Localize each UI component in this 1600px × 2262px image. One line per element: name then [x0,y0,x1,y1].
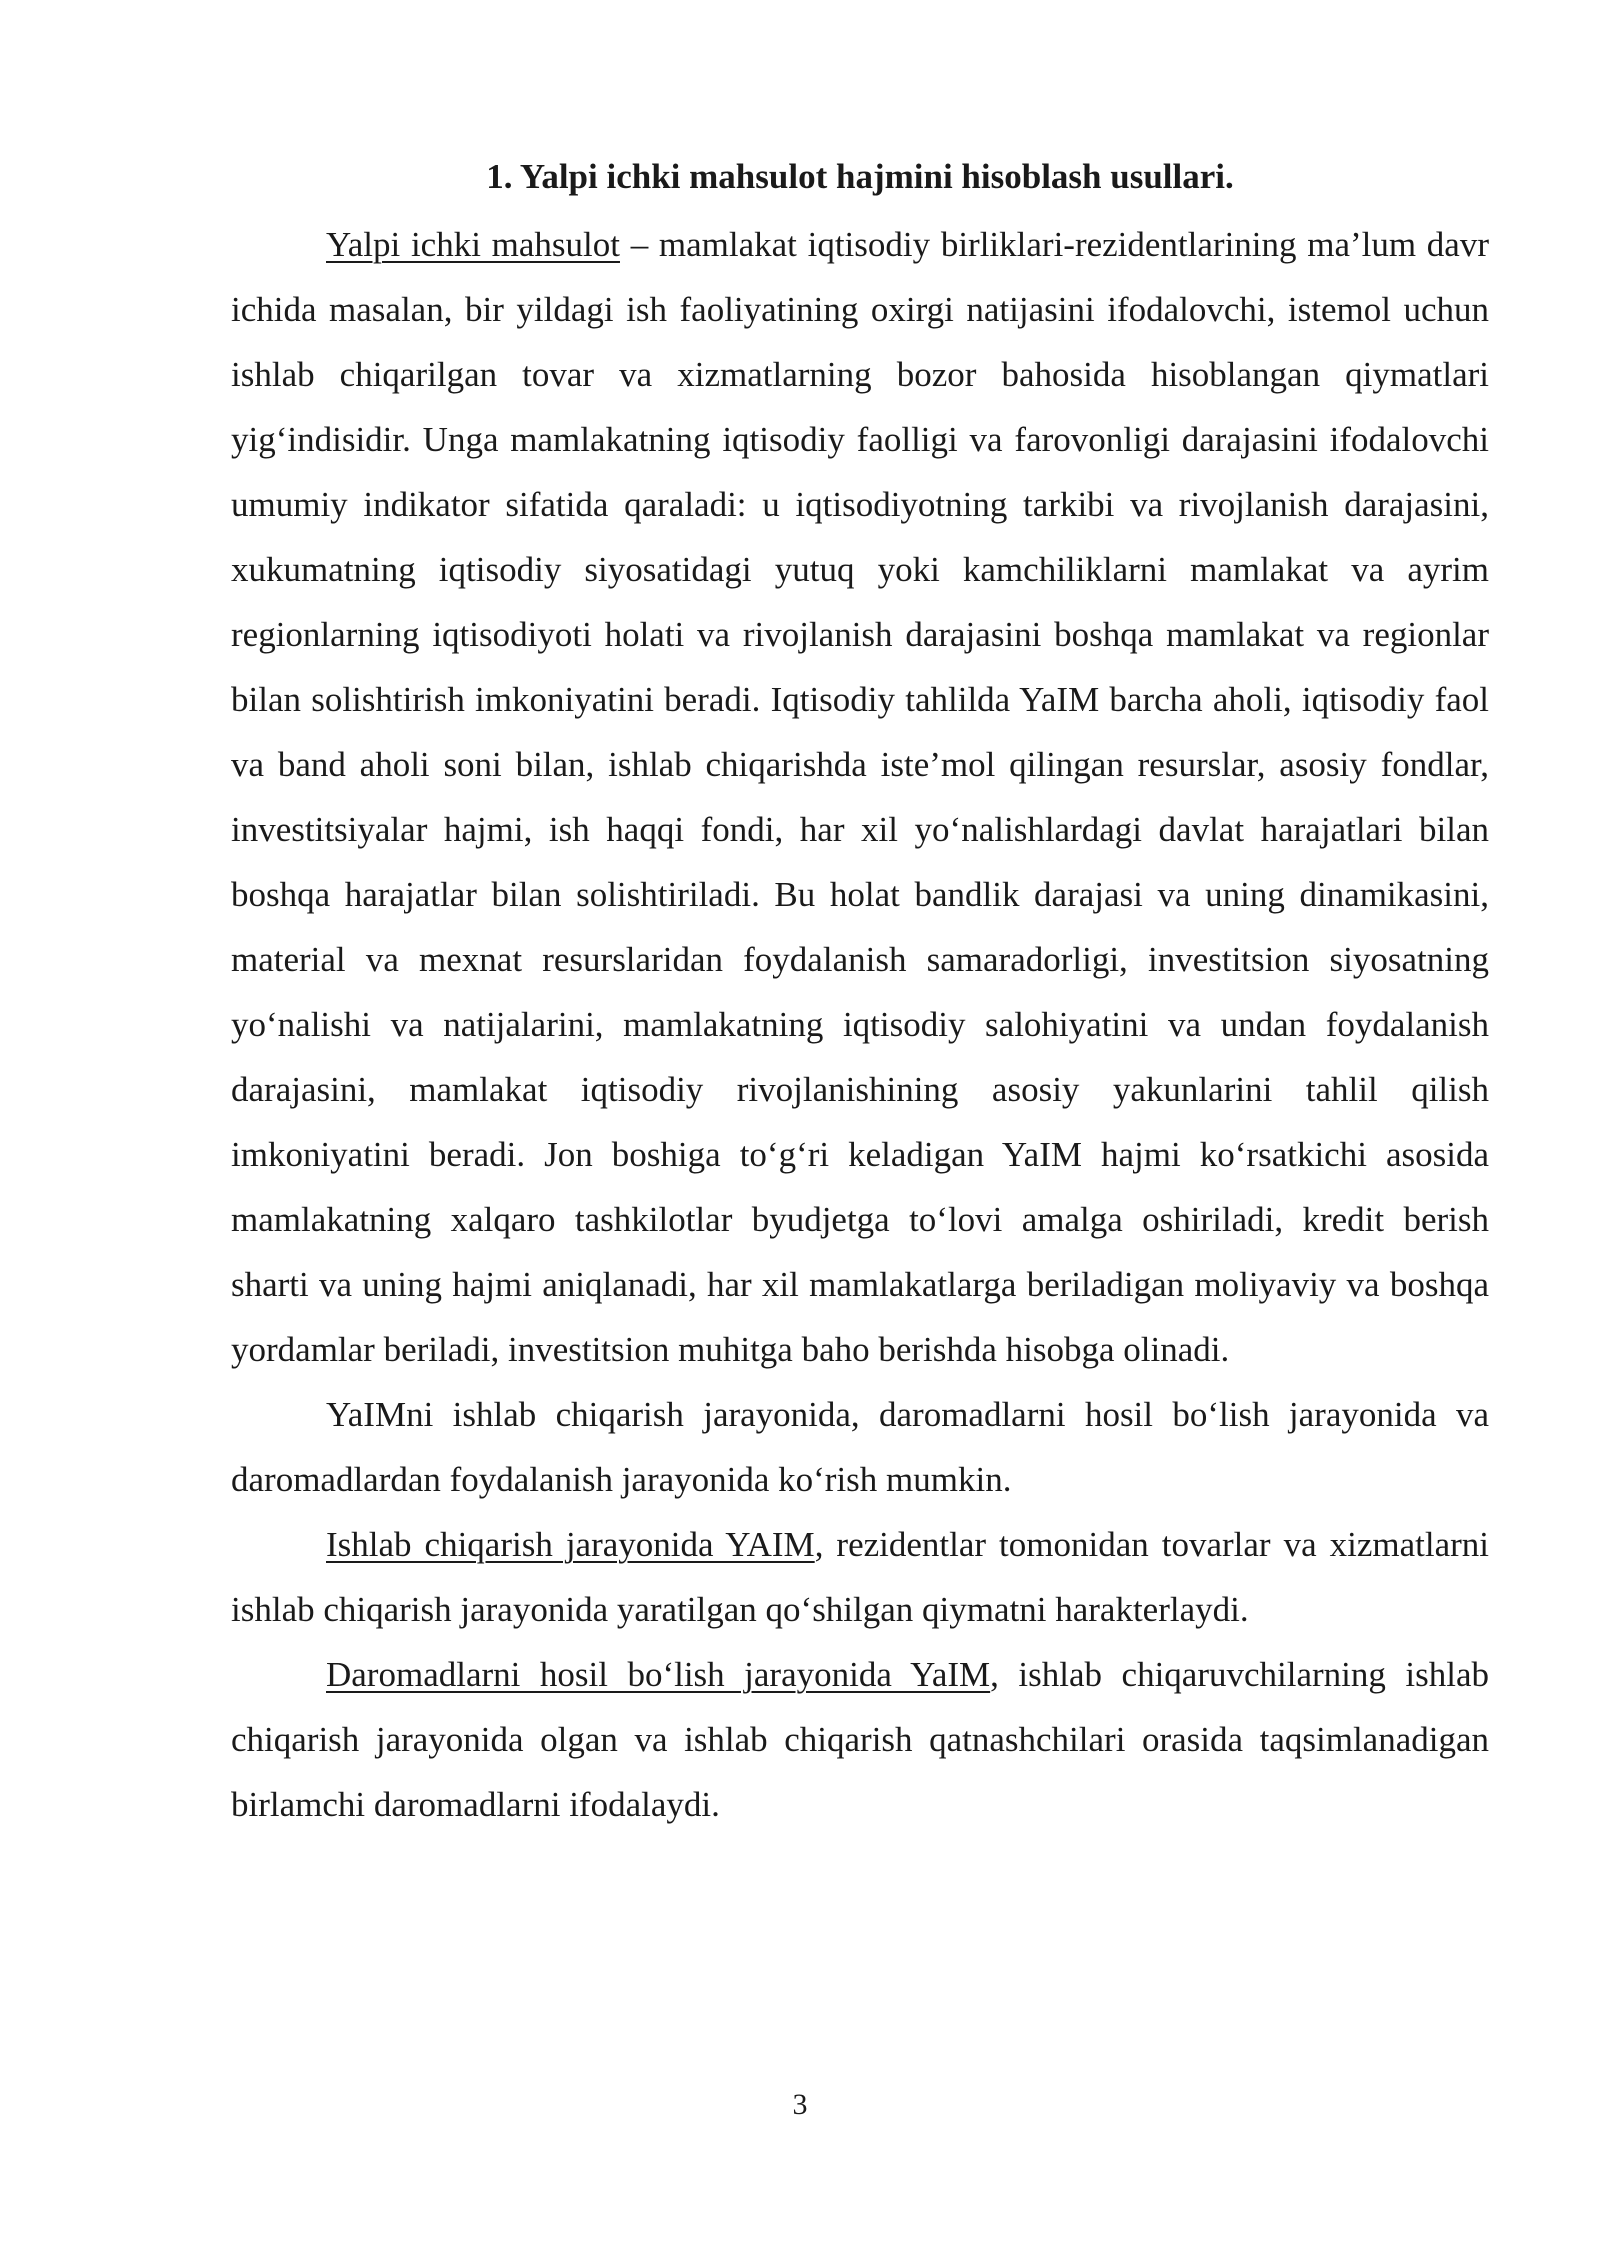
paragraph-text: , ishlab chiqaruvchilarning ishlab chiqarish jarayonida olgan va ishlab chiqarish qatnashchilari orasida taqsimlanadigan birlamchi daromadlarni ifodalaydi. [231,1655,1489,1824]
term-ishlab-chiqarish: Ishlab chiqarish jarayonida YAIM [326,1525,815,1564]
page-content [231,152,1489,1837]
paragraph-production [231,1512,1489,1642]
paragraph-text: YaIMni ishlab chiqarish jarayonida, daromadlarni hosil bo‘lish jarayonida va daromadlardan foydalanish jarayonida ko‘rish mumkin. [231,1395,1489,1499]
paragraph-definition [231,212,1489,1382]
term-yalpi-ichki-mahsulot: Yalpi ichki mahsulot [326,225,620,264]
paragraph-text: , rezidentlar tomonidan tovarlar va xizmatlarni ishlab chiqarish jarayonida yaratilgan qo‘shilgan qiymatni harakterlaydi. [231,1525,1489,1629]
section-heading: 1. Yalpi ichki mahsulot hajmini hisoblash usullari. [486,157,1234,196]
paragraph-income [231,1642,1489,1837]
term-daromadlarni-hosil: Daromadlarni hosil bo‘lish jarayonida YaIM [326,1655,991,1694]
paragraph-processes [231,1382,1489,1512]
page-number: 3 [792,2088,808,2121]
paragraph-text: – mamlakat iqtisodiy birliklari-rezidentlarining ma’lum davr ichida masalan, bir yildagi ish faoliyatining oxirgi natijasini ifodalovchi, istemol uchun ishlab chiqarilgan tovar va xizmatlarning bozor bahosida hisoblangan qiymatlari yig‘indisidir. Unga mamlakatning iqtisodiy faolligi va farovonligi darajasini ifodalovchi umumiy indikator sifatida qaraladi: u iqtisodiyotning tarkibi va rivojlanish darajasini, xukumatning iqtisodiy siyosatidagi yutuq yoki kamchiliklarni mamlakat va ayrim regionlarning iqtisodiyoti holati va rivojlanish darajasini boshqa mamlakat va regionlar bilan solishtirish imkoniyatini beradi. Iqtisodiy tahlilda YaIM barcha aholi, iqtisodiy faol va band aholi soni bilan, ishlab chiqarishda iste’mol qilingan resurslar, asosiy fondlar, investitsiyalar hajmi, ish haqqi fondi, har xil yo‘nalishlardagi davlat harajatlari bilan boshqa harajatlar bilan solishtiriladi. Bu holat bandlik darajasi va uning dinamikasini, material va mexnat resurslaridan foydalanish samaradorligi, investitsion siyosatning yo‘nalishi va natijalarini, mamlakatning iqtisodiy salohiyatini va undan foydalanish darajasini, mamlakat iqtisodiy rivojlanishining asosiy yakunlarini tahlil qilish imkoniyatini beradi. Jon boshiga to‘g‘ri keladigan YaIM hajmi ko‘rsatkichi asosida mamlakatning xalqaro tashkilotlar byudjetga to‘lovi amalga oshiriladi, kredit berish sharti va uning hajmi aniqlanadi, har xil mamlakatlarga beriladigan moliyaviy va boshqa yordamlar beriladi, investitsion muhitga baho berishda hisobga olinadi. [231,225,1489,1369]
